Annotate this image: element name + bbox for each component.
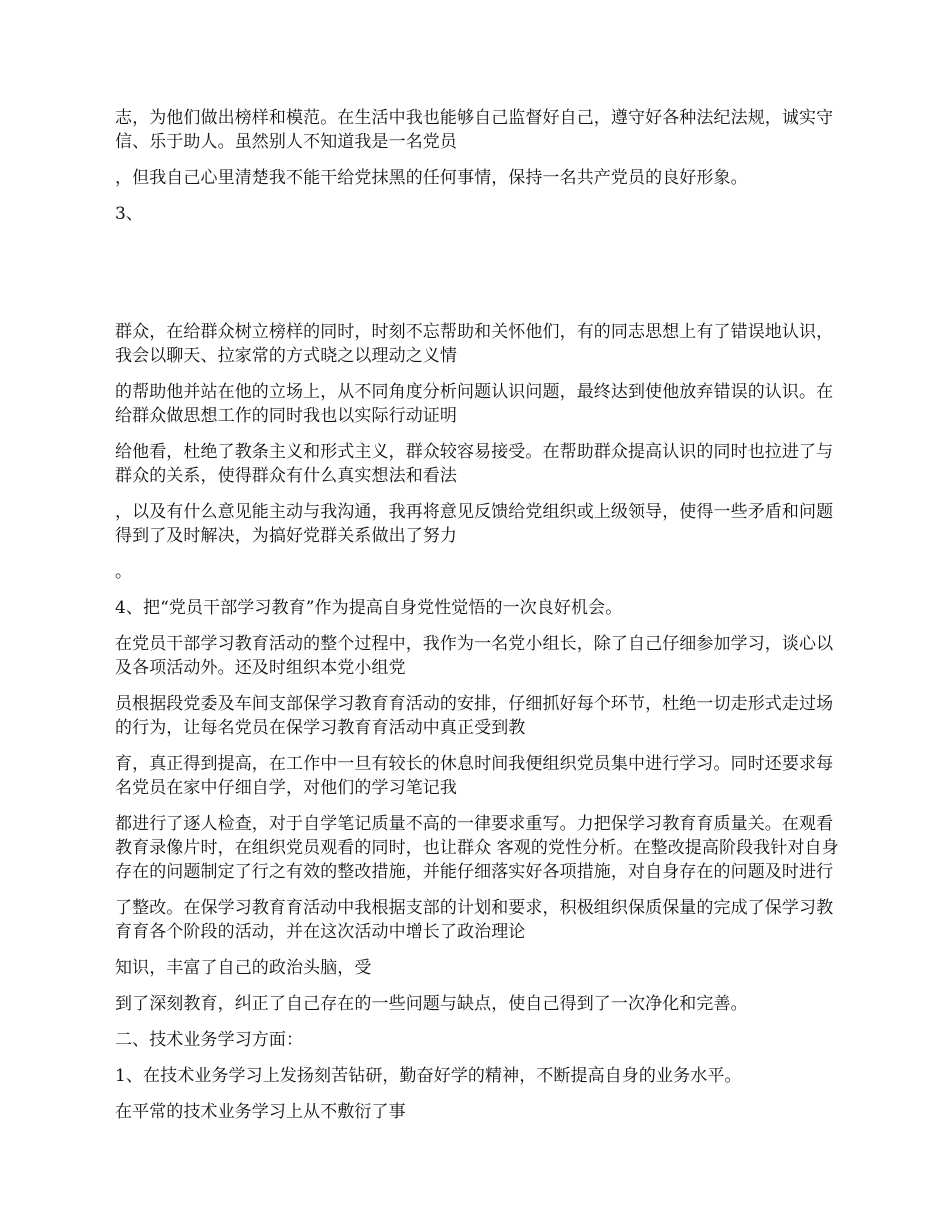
section-heading: 1、在技术业务学习上发扬刻苦钻研，勤奋好学的精神，不断提高自身的业务水平。: [115, 1066, 742, 1086]
paragraph: ，以及有什么意见能主动与我沟通，我再将意见反馈给党组织或上级领导，使得一些矛盾和问题得到了及时解决，为搞好党群关系做出了努力: [115, 502, 834, 546]
document-body: [115, 106, 843, 1124]
paragraph: 知识，丰富了自己的政治头脑，受: [115, 958, 372, 978]
section-heading: 二、技术业务学习方面：: [115, 1030, 304, 1050]
paragraph-number: 3、: [115, 204, 144, 224]
paragraph: 了整改。在保学习教育育活动中我根据支部的计划和要求，积极组织保质保量的完成了保学习教育育各个阶段的活动，并在这次活动中增长了政治理论: [115, 898, 834, 942]
section-heading: 4、把“党员干部学习教育”作为提高自身党性觉悟的一次良好机会。: [115, 598, 623, 618]
paragraph: 的帮助他并站在他的立场上，从不同角度分析问题认识问题，最终达到使他放弃错误的认识。在给群众做思想工作的同时我也以实际行动证明: [115, 382, 834, 426]
paragraph: 在平常的技术业务学习上从不敷衍了事: [115, 1102, 406, 1122]
paragraph: 在党员干部学习教育活动的整个过程中，我作为一名党小组长，除了自己仔细参加学习，谈心以及各项活动外。还及时组织本党小组党: [115, 634, 834, 678]
paragraph: 员根据段党委及车间支部保学习教育育活动的安排，仔细抓好每个环节，杜绝一切走形式走过场的行为，让每名党员在保学习教育育活动中真正受到教: [115, 694, 834, 738]
paragraph: 群众，在给群众树立榜样的同时，时刻不忘帮助和关怀他们，有的同志思想上有了错误地认识，我会以聊天、拉家常的方式晓之以理动之义情: [115, 322, 834, 366]
paragraph: 到了深刻教育，纠正了自己存在的一些问题与缺点，使自己得到了一次净化和完善。: [115, 994, 748, 1014]
paragraph: ，但我自己心里清楚我不能干给党抹黑的任何事情，保持一名共产党员的良好形象。: [115, 168, 748, 188]
paragraph: 给他看，杜绝了教条主义和形式主义，群众较容易接受。在帮助群众提高认识的同时也拉进了与群众的关系，使得群众有什么真实想法和看法: [115, 442, 834, 486]
paragraph: 。: [115, 562, 133, 582]
paragraph: 志，为他们做出榜样和模范。在生活中我也能够自己监督好自己，遵守好各种法纪法规，诚实守信、乐于助人。虽然别人不知道我是一名党员: [115, 108, 834, 152]
paragraph: 育，真正得到提高，在工作中一旦有较长的休息时间我便组织党员集中进行学习。同时还要求每名党员在家中仔细自学，对他们的学习笔记我: [115, 754, 834, 798]
paragraph: 都进行了逐人检查，对于自学笔记质量不高的一律要求重写。力把保学习教育育质量关。在观看教育录像片时，在组织党员观看的同时，也让群众 客观的党性分析。在整改提高阶段我针对自身存在的问题制定了行之有效的整改措施，并能仔细落实好各项措施，对自身存在的问题及时进行: [115, 814, 839, 882]
